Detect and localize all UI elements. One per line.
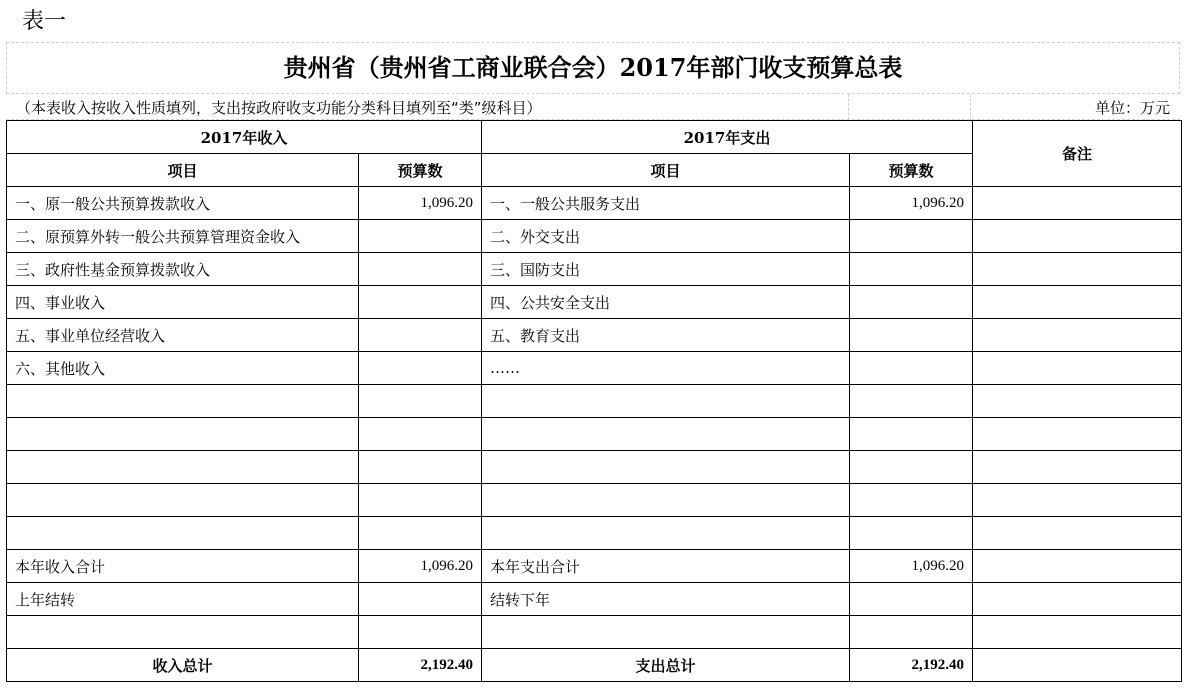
expense-item-header: 项目 [482, 154, 850, 187]
income-item-cell: 五、事业单位经营收入 [7, 319, 359, 352]
remarks-cell [973, 550, 1182, 583]
table-row [7, 220, 1182, 253]
expense-item-cell: 五、教育支出 [482, 319, 850, 352]
fill-note: （本表收入按收入性质填列，支出按政府收支功能分类科目填列至“类”级科目） [16, 99, 542, 117]
table-row [7, 451, 1182, 484]
income-amount-cell [359, 253, 482, 286]
expense-amount-cell [850, 220, 973, 253]
expense-item-cell: …… [482, 352, 850, 385]
expense-amount-cell [850, 418, 973, 451]
income-amount-cell [359, 286, 482, 319]
remarks-cell [973, 253, 1182, 286]
remarks-cell [973, 352, 1182, 385]
table-row [7, 286, 1182, 319]
income-item-cell [7, 385, 359, 418]
expense-amount-cell [850, 253, 973, 286]
expense-total-amount: 2,192.40 [850, 649, 973, 682]
expense-budget-header: 预算数 [850, 154, 973, 187]
income-item-cell: 上年结转 [7, 583, 359, 616]
income-subtotal-label: 本年收入合计 [7, 550, 359, 583]
expense-amount-cell [850, 352, 973, 385]
income-amount-cell [359, 517, 482, 550]
expense-item-cell [482, 616, 850, 649]
title-banner [6, 42, 1180, 94]
income-item-header: 项目 [7, 154, 359, 187]
income-item-cell [7, 517, 359, 550]
income-amount-cell [359, 352, 482, 385]
income-subtotal-amount: 1,096.20 [359, 550, 482, 583]
expense-item-cell [482, 517, 850, 550]
expense-amount-cell [850, 616, 973, 649]
expense-item-cell [482, 451, 850, 484]
income-item-cell: 二、原预算外转一般公共预算管理资金收入 [7, 220, 359, 253]
remarks-cell [973, 220, 1182, 253]
table-row [7, 418, 1182, 451]
expense-subtotal-label: 本年支出合计 [482, 550, 850, 583]
income-item-cell: 四、事业收入 [7, 286, 359, 319]
income-amount-cell [359, 418, 482, 451]
expense-amount-cell [850, 451, 973, 484]
income-item-cell [7, 484, 359, 517]
table-row [7, 583, 1182, 616]
income-amount-cell [359, 451, 482, 484]
income-amount-cell [359, 583, 482, 616]
income-item-cell: 一、原一般公共预算拨款收入 [7, 187, 359, 220]
expense-item-cell: 二、外交支出 [482, 220, 850, 253]
table-row [7, 319, 1182, 352]
expense-amount-cell: 1,096.20 [850, 187, 973, 220]
income-amount-cell [359, 220, 482, 253]
totals-row [7, 649, 1182, 682]
note-divider [848, 94, 849, 120]
table-row [7, 187, 1182, 220]
expense-group-header: 2017年支出 [482, 121, 973, 154]
page-title: 贵州省（贵州省工商业联合会）2017年部门收支预算总表 [283, 53, 903, 82]
expense-amount-cell [850, 484, 973, 517]
expense-amount-cell [850, 385, 973, 418]
income-item-cell [7, 616, 359, 649]
expense-item-cell [482, 385, 850, 418]
remarks-cell [973, 385, 1182, 418]
expense-total-label: 支出总计 [482, 649, 850, 682]
expense-amount-cell [850, 583, 973, 616]
remarks-cell [973, 187, 1182, 220]
table-row [7, 484, 1182, 517]
remarks-cell [973, 583, 1182, 616]
expense-amount-cell [850, 286, 973, 319]
income-item-cell: 三、政府性基金预算拨款收入 [7, 253, 359, 286]
income-item-cell [7, 451, 359, 484]
table-row [7, 253, 1182, 286]
table-row [7, 517, 1182, 550]
income-item-cell: 六、其他收入 [7, 352, 359, 385]
expense-item-cell: 四、公共安全支出 [482, 286, 850, 319]
remarks-cell [973, 286, 1182, 319]
remarks-cell [973, 649, 1182, 682]
income-amount-cell [359, 385, 482, 418]
remarks-cell [973, 616, 1182, 649]
unit-label: 单位：万元 [1094, 99, 1170, 117]
remarks-header: 备注 [973, 121, 1182, 187]
income-amount-cell [359, 484, 482, 517]
note-row [6, 94, 1180, 120]
income-group-header: 2017年收入 [7, 121, 482, 154]
note-divider [970, 94, 971, 120]
expense-amount-cell [850, 517, 973, 550]
expense-item-cell [482, 484, 850, 517]
expense-item-cell: 一、一般公共服务支出 [482, 187, 850, 220]
expense-amount-cell [850, 319, 973, 352]
income-amount-cell: 1,096.20 [359, 187, 482, 220]
income-item-cell [7, 418, 359, 451]
remarks-cell [973, 517, 1182, 550]
remarks-cell [973, 451, 1182, 484]
expense-item-cell: 三、国防支出 [482, 253, 850, 286]
income-amount-cell [359, 616, 482, 649]
income-amount-cell [359, 319, 482, 352]
table-row [7, 550, 1182, 583]
income-total-amount: 2,192.40 [359, 649, 482, 682]
remarks-cell [973, 484, 1182, 517]
remarks-cell [973, 319, 1182, 352]
remarks-cell [973, 418, 1182, 451]
expense-item-cell: 结转下年 [482, 583, 850, 616]
table-row [7, 352, 1182, 385]
income-budget-header: 预算数 [359, 154, 482, 187]
table-row [7, 385, 1182, 418]
expense-subtotal-amount: 1,096.20 [850, 550, 973, 583]
table-label: 表一 [22, 9, 67, 34]
budget-table [6, 120, 1182, 682]
expense-item-cell [482, 418, 850, 451]
header-group-row [7, 121, 1182, 154]
table-row [7, 616, 1182, 649]
income-total-label: 收入总计 [7, 649, 359, 682]
